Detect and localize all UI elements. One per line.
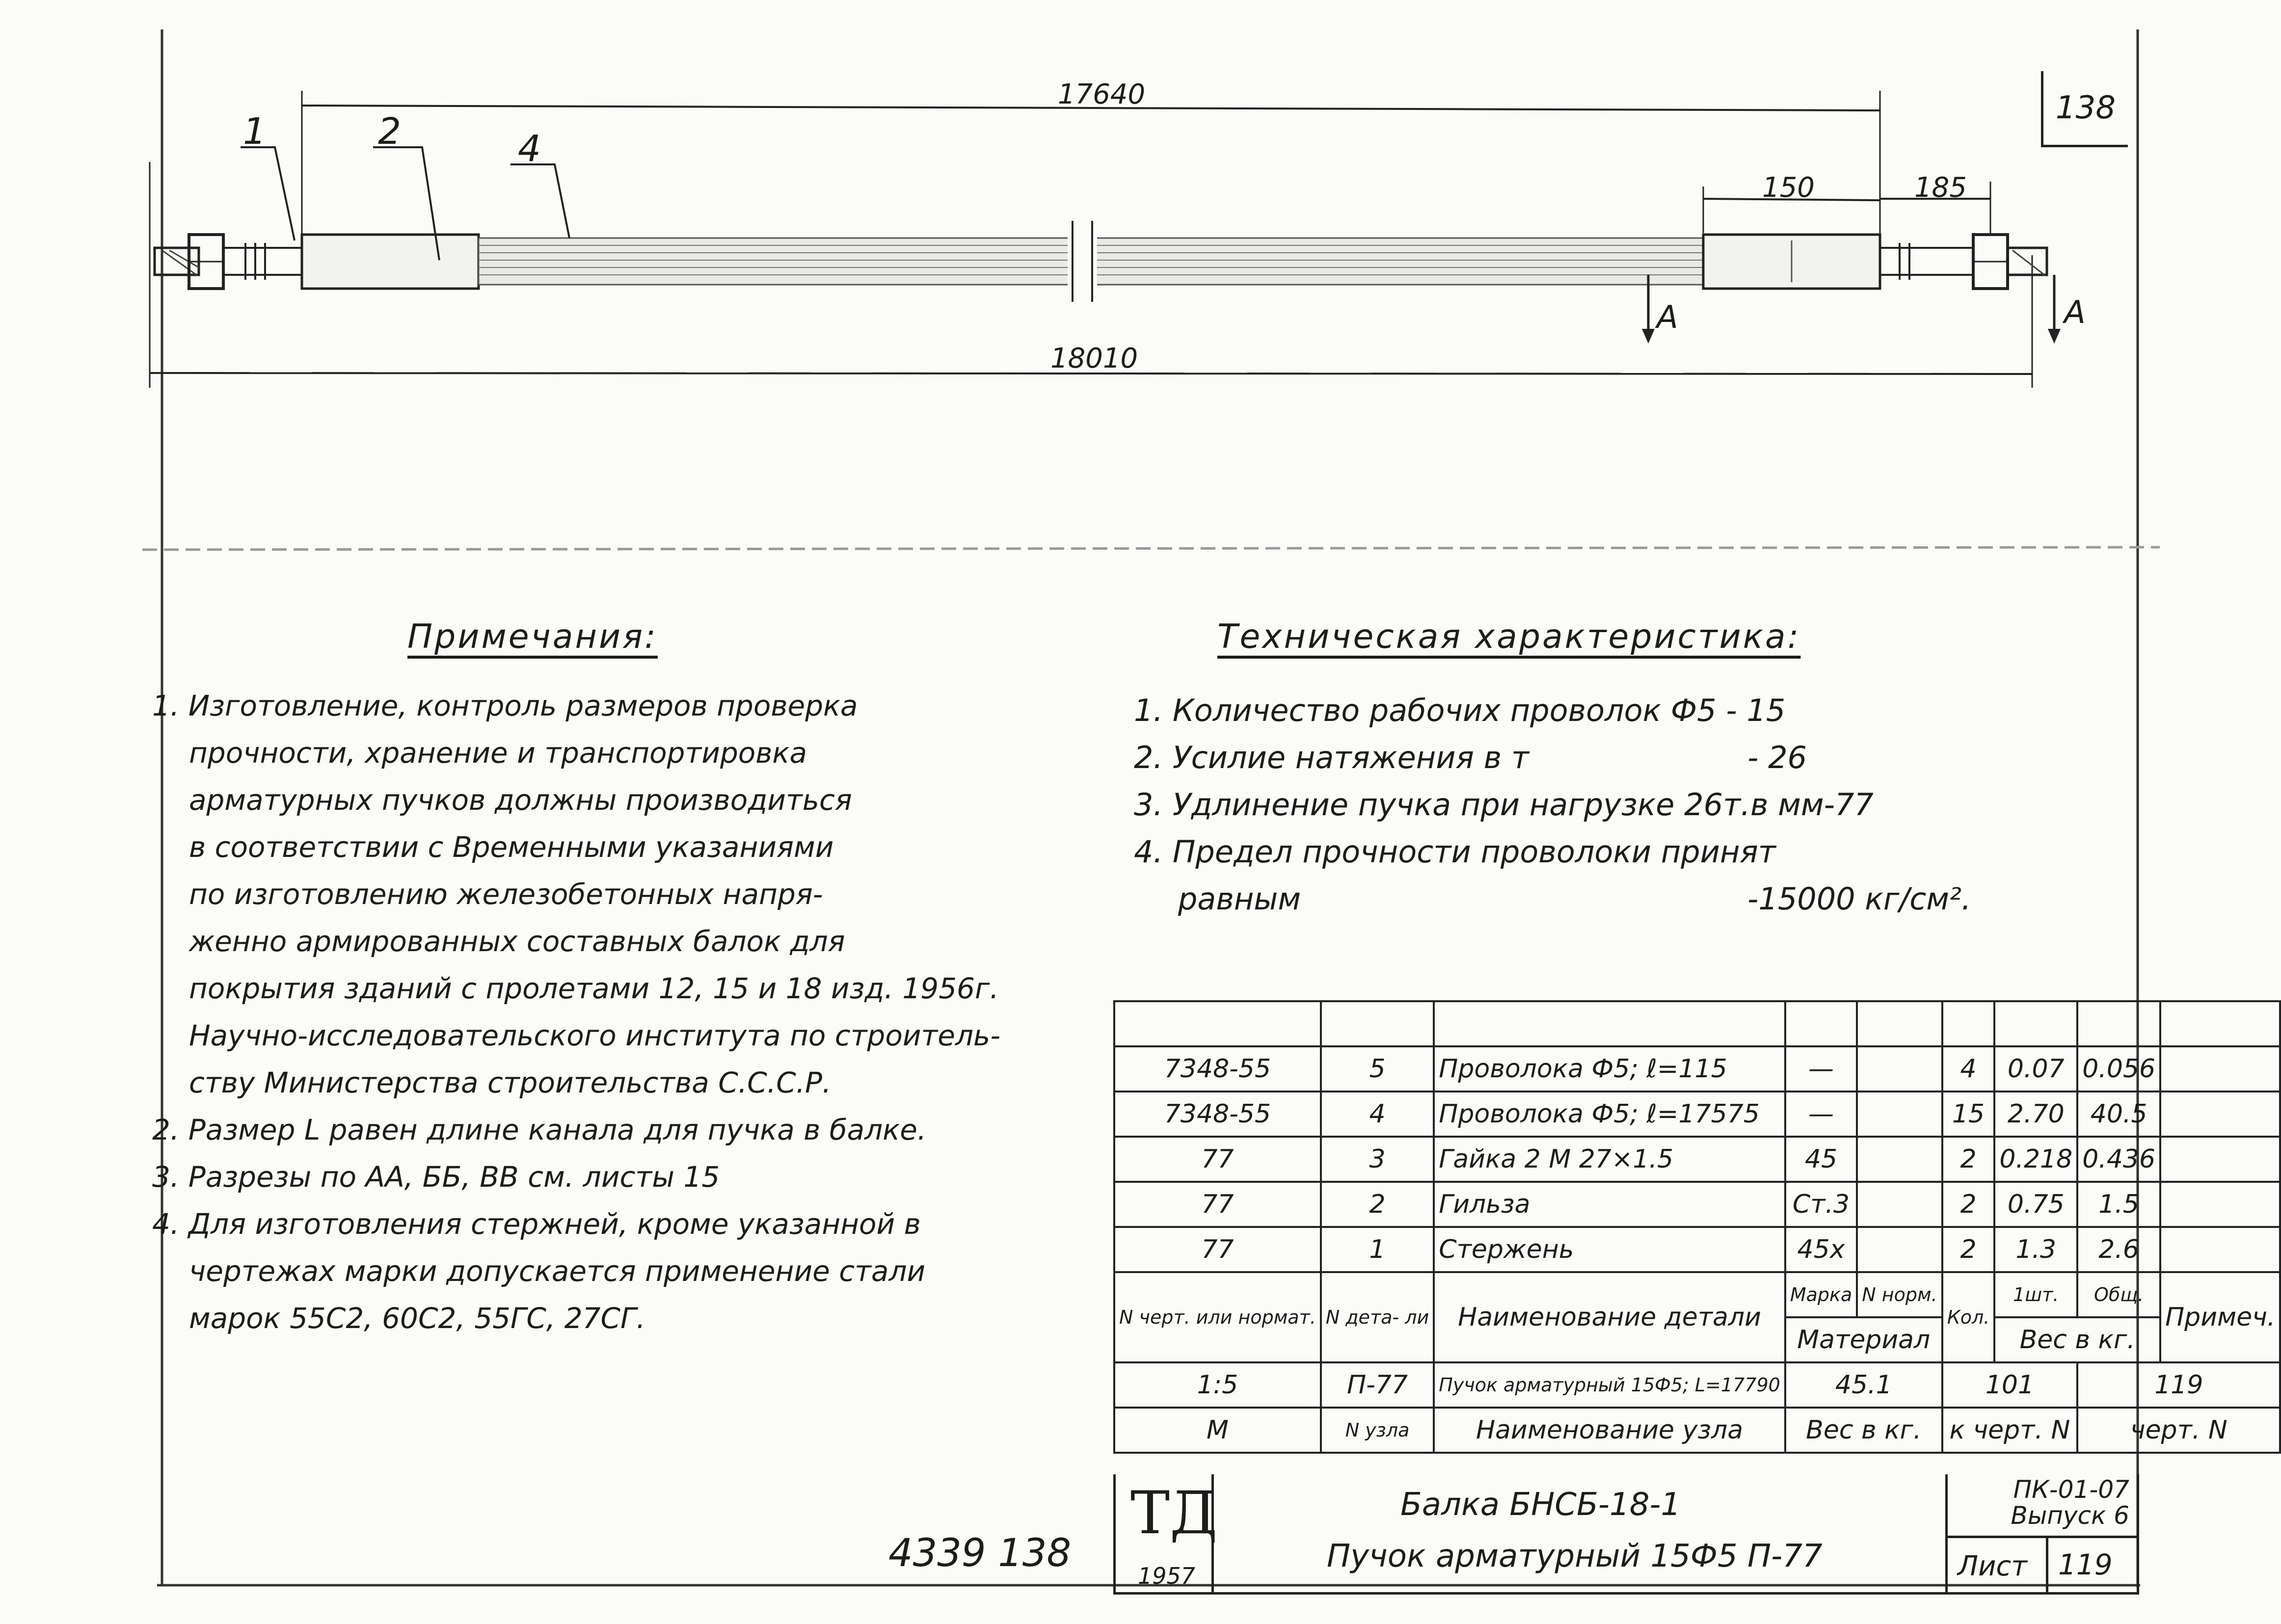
cell-mark: 45	[1785, 1137, 1857, 1182]
title-block	[1113, 1474, 2139, 1595]
cell-pos: 4	[1321, 1092, 1434, 1137]
note-line: 3. Разрезы по АА, ББ, ВВ см. листы 15	[152, 1160, 720, 1194]
year: 1957	[1138, 1563, 1196, 1589]
cell-qty: 2	[1942, 1182, 1995, 1227]
dimension-bundle-length: 17640	[1058, 79, 1146, 110]
assembly-name: Пучок арматурный 15Ф5; L=17790	[1434, 1362, 1785, 1408]
header-doc: N черт. или нормат.	[1114, 1272, 1321, 1362]
section-mark-right: А	[2064, 294, 2086, 331]
assembly-sheet: 119	[2077, 1362, 2280, 1408]
tech-item-text: равным	[1178, 881, 1301, 917]
table-row	[1114, 1092, 2280, 1137]
cell-note	[2160, 1227, 2280, 1272]
cell-doc: 77	[1114, 1137, 1321, 1182]
cell-norm	[1857, 1092, 1942, 1137]
assembly-header-weight: Вес в кг.	[1785, 1408, 1942, 1453]
tech-item	[1134, 876, 1971, 923]
header-weight-total: Общ.	[2077, 1272, 2160, 1317]
cell-qty: 2	[1942, 1137, 1995, 1182]
cell-weight-total: 0.056	[2077, 1046, 2160, 1092]
beam-title: Балка БНСБ-18-1	[1400, 1487, 1681, 1523]
cell-mark: —	[1785, 1092, 1857, 1137]
dimension-rod-length: 185	[1914, 172, 1967, 204]
cell-weight-one: 0.218	[1994, 1137, 2077, 1182]
note-line: 2. Размер L равен длине канала для пучка в балке.	[152, 1113, 927, 1146]
cell-name: Стержень	[1434, 1227, 1785, 1272]
callout-sleeve: 2	[378, 110, 402, 153]
cell-name: Проволока Ф5; ℓ=17575	[1434, 1092, 1785, 1137]
cell-qty: 4	[1942, 1046, 1995, 1092]
cell-qty: 2	[1942, 1227, 1995, 1272]
cell-mark: 45х	[1785, 1227, 1857, 1272]
note-line: ству Министерства строительства С.С.С.Р.	[189, 1066, 832, 1099]
cell-name: Гайка 2 М 27×1.5	[1434, 1137, 1785, 1182]
note-line: по изготовлению железобетонных напря-	[189, 878, 823, 911]
cell-pos: 5	[1321, 1046, 1434, 1092]
archive-number: 4339 138	[888, 1531, 1072, 1575]
issue-number: Выпуск 6	[2011, 1501, 2129, 1530]
note-line: покрытия зданий с пролетами 12, 15 и 18 изд. 1956г.	[189, 972, 999, 1005]
tech-item	[1134, 828, 1968, 876]
assembly-header-scale: М	[1114, 1408, 1321, 1453]
table-row	[1114, 1227, 2280, 1272]
table-row	[1114, 1137, 2280, 1182]
cell-mark: —	[1785, 1046, 1857, 1092]
tech-item	[1134, 781, 1968, 828]
title-block-logo-cell	[1116, 1474, 1218, 1592]
notes-list	[152, 682, 1134, 1342]
callout-wire: 4	[518, 128, 541, 170]
assembly-header-name: Наименование узла	[1434, 1408, 1785, 1453]
cell-pos: 1	[1321, 1227, 1434, 1272]
series-code: ПК-01-07	[2013, 1475, 2129, 1504]
tech-item	[1134, 734, 1968, 781]
tech-item-text: 1. Количество рабочих проволок Ф5	[1134, 692, 1717, 728]
cell-norm	[1857, 1137, 1942, 1182]
cell-name: Гильза	[1434, 1182, 1785, 1227]
cell-note	[2160, 1137, 2280, 1182]
tech-item	[1134, 687, 1968, 734]
tech-item-value: -15000 кг/см².	[1747, 881, 1971, 917]
note-line: марок 55С2, 60С2, 55ГС, 27СГ.	[189, 1302, 645, 1335]
section-mark-left: А	[1657, 299, 1678, 336]
sheet-number: 138	[2041, 71, 2128, 147]
sheet-label-cell	[1945, 1536, 2048, 1592]
cell-doc: 7348-55	[1114, 1092, 1321, 1137]
note-line: женно армированных составных балок для	[189, 925, 845, 958]
cell-doc: 7348-55	[1114, 1046, 1321, 1092]
cell-note	[2160, 1046, 2280, 1092]
callout-rod: 1	[243, 110, 267, 153]
table-row	[1114, 1001, 2280, 1046]
sheet-value: 119	[2058, 1548, 2113, 1581]
cell-weight-total: 2.6	[2077, 1227, 2160, 1272]
cell-note	[2160, 1182, 2280, 1227]
drawing-title: Пучок арматурный 15Ф5 П-77	[1327, 1538, 1823, 1574]
note-line: арматурных пучков должны производиться	[189, 783, 852, 817]
header-note: Примеч.	[2160, 1272, 2280, 1362]
cell-weight-one: 0.75	[1994, 1182, 2077, 1227]
cell-weight-total: 40.5	[2077, 1092, 2160, 1137]
header-mark: Марка	[1785, 1272, 1857, 1317]
series-cell	[1945, 1474, 2139, 1538]
cell-norm	[1857, 1046, 1942, 1092]
note-line: 4. Для изготовления стержней, кроме указанной в	[152, 1207, 921, 1241]
cell-pos: 3	[1321, 1137, 1434, 1182]
assembly-scale: 1:5	[1114, 1362, 1321, 1408]
dimension-sleeve-length: 150	[1762, 172, 1815, 204]
cell-doc: 77	[1114, 1182, 1321, 1227]
tech-item-value: -77	[1824, 787, 1874, 823]
note-line: в соответствии с Временными указаниями	[189, 830, 834, 864]
assembly-row	[1114, 1362, 2280, 1408]
assembly-node: П-77	[1321, 1362, 1434, 1408]
header-qty: Кол.	[1942, 1272, 1995, 1362]
header-weight-one: 1шт.	[1994, 1272, 2077, 1317]
cell-weight-one: 0.07	[1994, 1046, 2077, 1092]
cell-note	[2160, 1092, 2280, 1137]
cell-weight-one: 2.70	[1994, 1092, 2077, 1137]
tech-item-text: 4. Предел прочности проволоки принят	[1134, 834, 1776, 870]
note-line: прочности, хранение и транспортировка	[189, 736, 807, 770]
tech-item-text: 2. Усилие натяжения в т	[1134, 740, 1529, 775]
tech-list	[1134, 687, 1971, 923]
header-norm: N норм.	[1857, 1272, 1942, 1317]
cell-doc: 77	[1114, 1227, 1321, 1272]
table-row	[1114, 1046, 2280, 1092]
header-pos: N дета- ли	[1321, 1272, 1434, 1362]
cell-pos: 2	[1321, 1182, 1434, 1227]
cell-qty: 15	[1942, 1092, 1995, 1137]
assembly-header-row	[1114, 1408, 2280, 1453]
sheet-label: Лист	[1958, 1550, 2027, 1582]
cell-weight-total: 0.436	[2077, 1137, 2160, 1182]
organization-logo: ТД	[1130, 1479, 1218, 1547]
dimension-overall-length: 18010	[1050, 343, 1138, 374]
specification-table	[1113, 1000, 2281, 1454]
header-name: Наименование детали	[1434, 1272, 1785, 1362]
note-line: 1. Изготовление, контроль размеров проверка	[152, 689, 858, 722]
note-line: чертежах марки допускается применение стали	[189, 1254, 926, 1288]
note-line: Научно-исследовательского института по строитель-	[189, 1019, 1001, 1052]
assembly-header-node: N узла	[1321, 1408, 1434, 1453]
cell-weight-one: 1.3	[1994, 1227, 2077, 1272]
tech-title: Техническая характеристика:	[1217, 617, 1801, 656]
cell-norm	[1857, 1227, 1942, 1272]
cell-name: Проволока Ф5; ℓ=115	[1434, 1046, 1785, 1092]
assembly-weight: 45.1	[1785, 1362, 1942, 1408]
notes-title: Примечания:	[407, 617, 658, 656]
header-weight: Вес в кг.	[1994, 1317, 2160, 1362]
tech-item-value: - 15	[1726, 692, 1786, 728]
cell-mark: Ст.3	[1785, 1182, 1857, 1227]
cell-norm	[1857, 1182, 1942, 1227]
tech-item-value: - 26	[1747, 740, 1807, 775]
assembly-header-to-sheet: к черт. N	[1942, 1408, 2077, 1453]
header-material: Материал	[1785, 1317, 1942, 1362]
tech-item-text: 3. Удлинение пучка при нагрузке 26т.в мм	[1134, 787, 1824, 823]
table-row	[1114, 1182, 2280, 1227]
assembly-header-sheet: черт. N	[2077, 1408, 2280, 1453]
assembly-to-sheet: 101	[1942, 1362, 2077, 1408]
cell-weight-total: 1.5	[2077, 1182, 2160, 1227]
table-header-row	[1114, 1272, 2280, 1317]
